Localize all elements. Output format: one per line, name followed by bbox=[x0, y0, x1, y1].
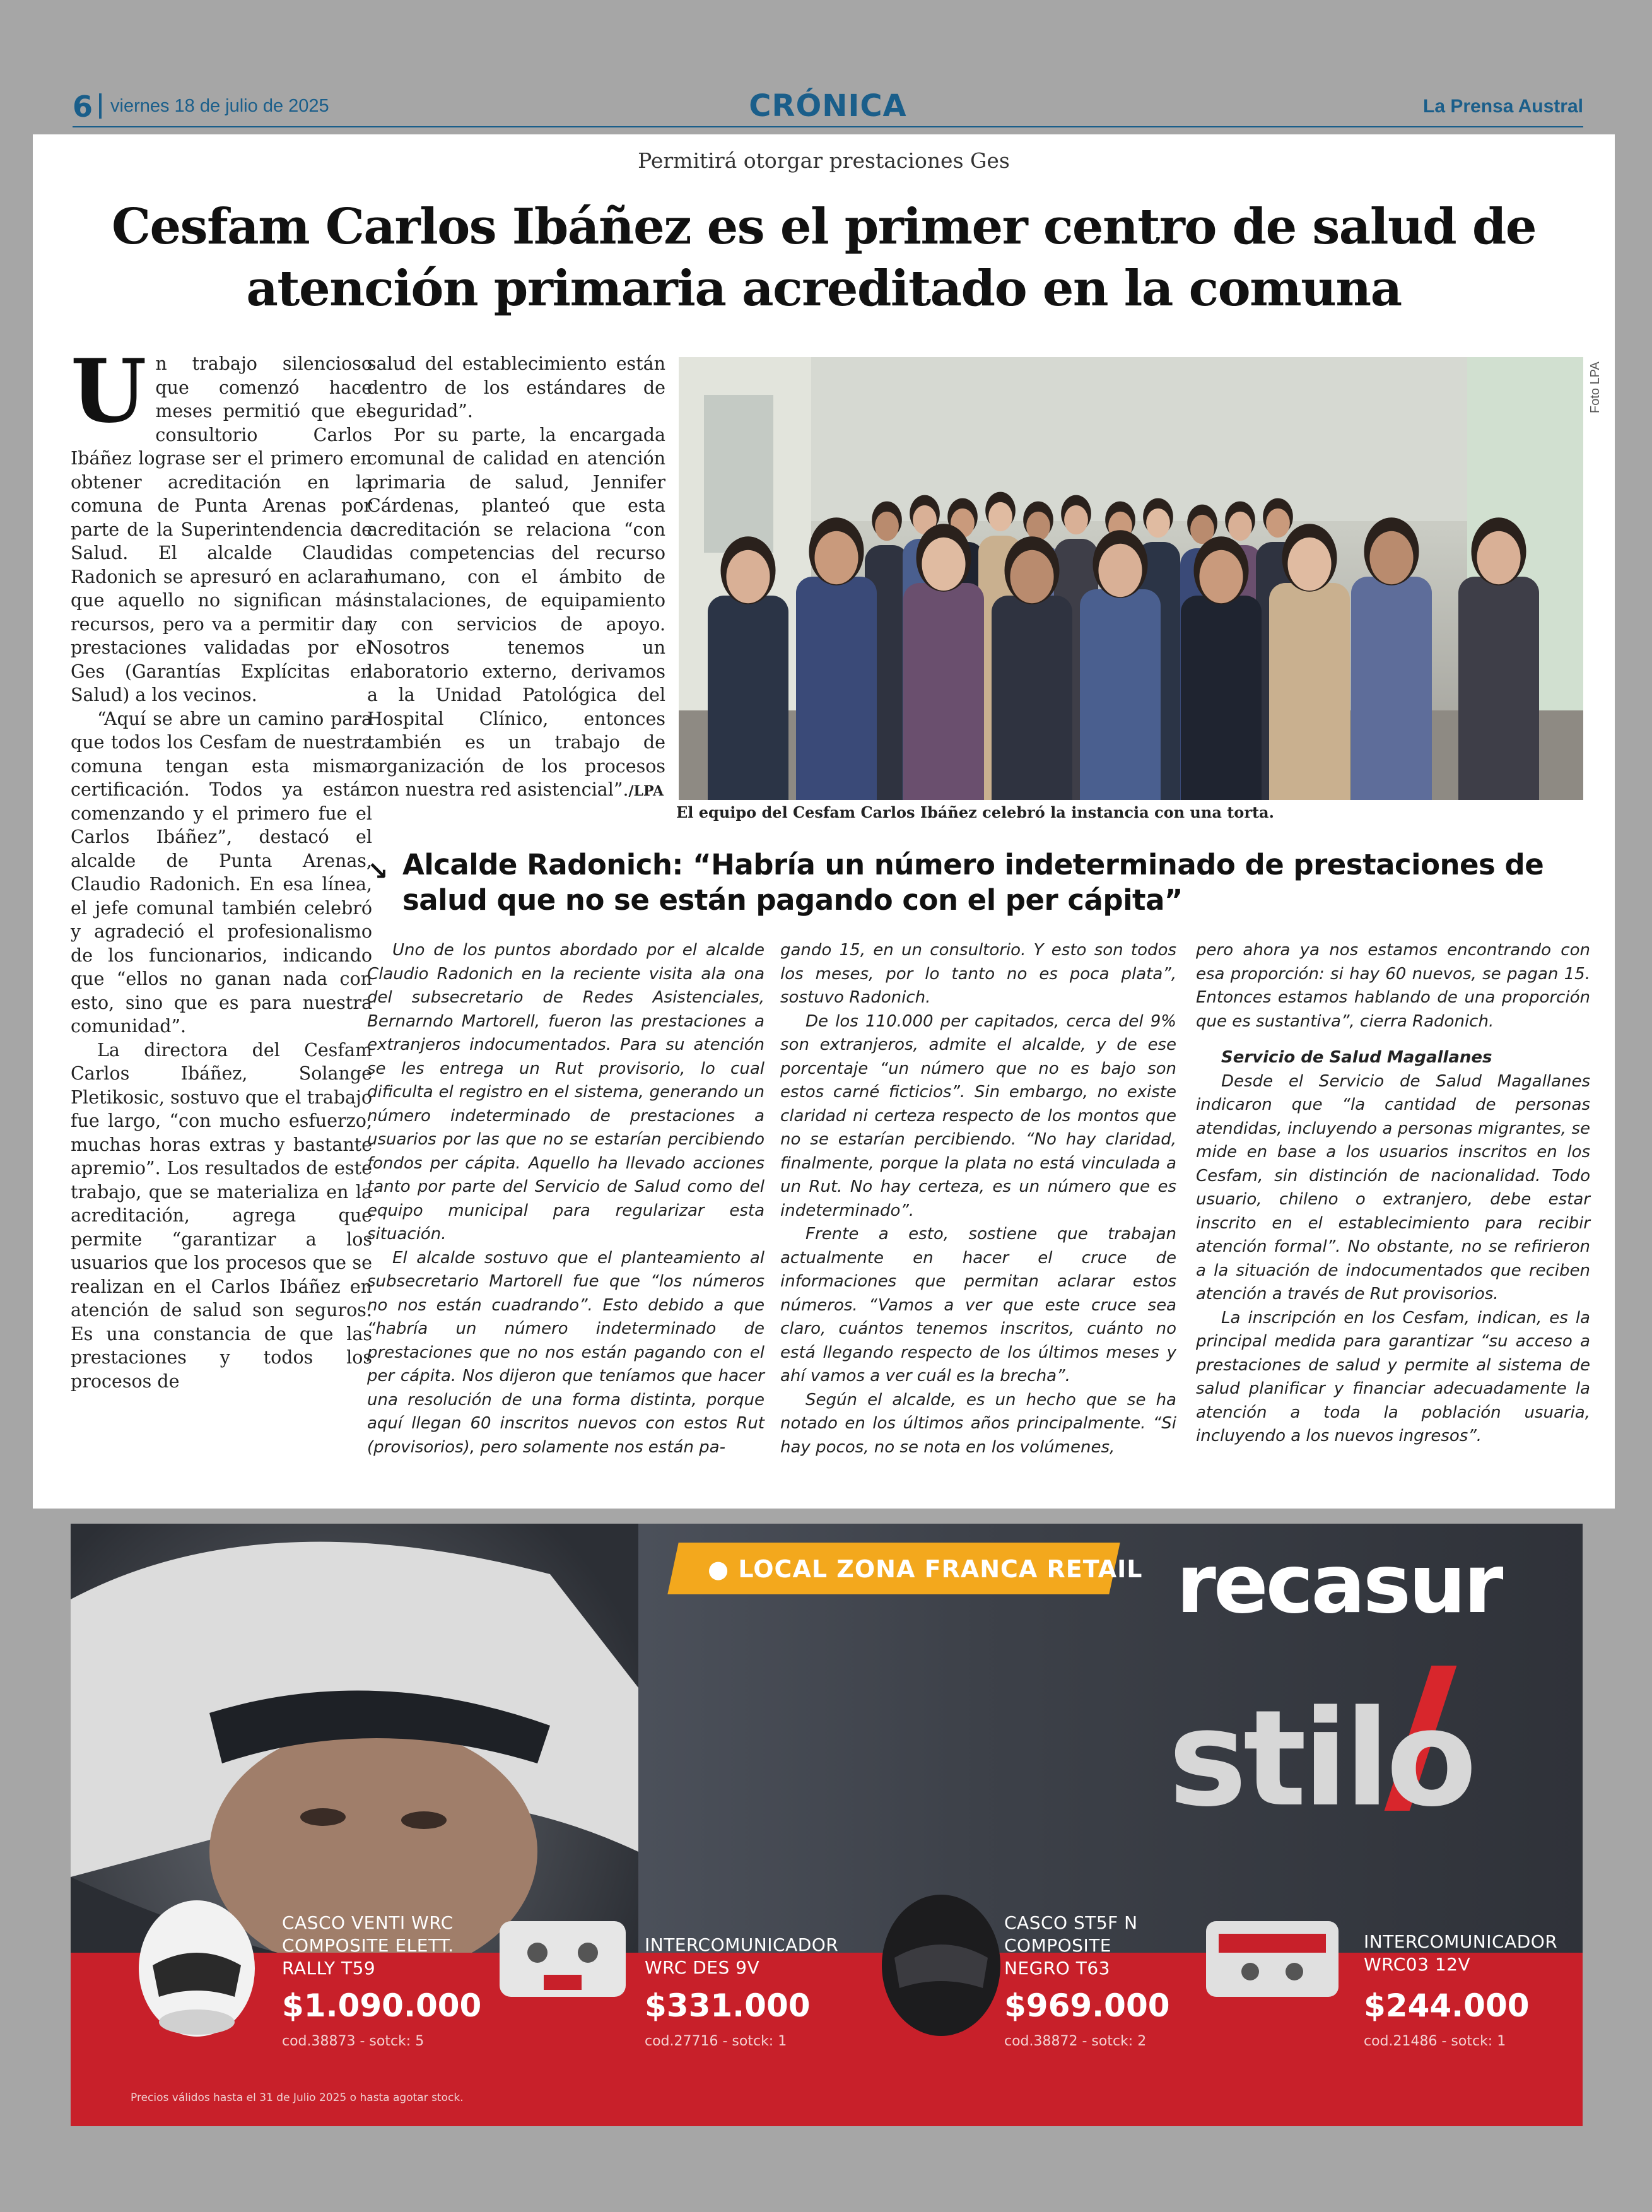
article-signature: /LPA bbox=[628, 783, 664, 799]
group-photo-illustration bbox=[679, 357, 1583, 800]
article-paragraph: “Aquí se abre un camino para que todos los Cesfam de nuestra comuna tengan esta misma certificación. Todos ya están comenzando y el primero fue el Carlos Ibáñez”, destacó el alcalde de Punta Arenas, Claudio Radonich. En esa línea, el jefe comunal también celebró y agradeció el profesionalismo de los funcionarios, indicando que “ellos no ganan nada con esto, sino que es para nuestra comunidad”. bbox=[71, 708, 372, 1037]
product-code: cod.27716 - sotck: 1 bbox=[645, 2033, 787, 2049]
location-pin-icon: ● bbox=[708, 1555, 739, 1583]
article-paragraph: Un trabajo silencioso que comenzó hace meses permitió que el consultorio Carlos Ibáñez lograse ser el primero en obtener acreditación en la comuna de Punta Arenas por parte de la Superintendencia de Salud. El alcalde Claudio Radonich se apresuró en aclarar que aquello no significan más recursos, pero va a permitir dar prestaciones validadas por el Ges (Garantías Explícitas en Salud) a los vecinos. bbox=[71, 339, 372, 705]
location-label: ● LOCAL ZONA FRANCA RETAIL bbox=[708, 1555, 1143, 1583]
box-column-3 bbox=[1196, 939, 1590, 1449]
product-name: CASCO ST5F N COMPOSITE NEGRO T63 bbox=[1004, 1912, 1138, 1979]
product-price: $1.090.000 bbox=[282, 1987, 482, 2024]
arrow-down-right-icon: ↘ bbox=[367, 857, 389, 886]
product-code: cod.21486 - sotck: 1 bbox=[1364, 2033, 1506, 2049]
product-name: INTERCOMUNICADOR WRC DES 9V bbox=[645, 1934, 839, 1978]
intercom-device-icon bbox=[493, 1909, 632, 2009]
product-price: $331.000 bbox=[645, 1987, 811, 2024]
page-date: viernes 18 de julio de 2025 bbox=[110, 96, 329, 116]
box-paragraph: La inscripción en los Cesfam, indican, es la principal medida para garantizar “su acceso a prestaciones de salud y permite al sistema de salud planificar y financiar adecuadamente la atención a toda la población usuaria, incluyendo a los nuevos ingresos”. bbox=[1196, 1308, 1590, 1445]
header-rule bbox=[73, 126, 1583, 127]
box-paragraph: Según el alcalde, es un hecho que se ha notado en los últimos años principalmente. “Si hay pocos, no se nota en los volúmenes, bbox=[780, 1390, 1176, 1457]
article-paragraph: La directora del Cesfam Carlos Ibáñez, Solange Pletikosic, sostuvo que el trabajo fue largo, “con mucho esfuerzo, muchas horas extras y bastante apremio”. Los resultados de este trabajo, que se materializa en la acreditación, agrega que permite “garantizar a los usuarios que los procesos que se realizan en el Carlos Ibáñez en atención de salud son seguros. Es una constancia de que las prestaciones y todos los procesos de bbox=[71, 1039, 372, 1392]
black-helmet-icon bbox=[878, 1890, 1004, 2041]
stilo-logo: stilo bbox=[1168, 1681, 1473, 1836]
article-paragraph: salud del establecimiento están dentro de los estándares de seguridad”. bbox=[367, 353, 665, 421]
box-paragraph: De los 110.000 per capitados, cerca del 9% son extranjeros, admite el alcalde, y de ese porcentaje “un número que no es bajo son estos carné ficticios”. Sin embargo, no existe claridad ni certeza respecto de los montos que no se estarían percibiendo. “No hay claridad, finalmente, porque la plata no está vinculada a un Rut. No hay certeza, es un número que es indeterminado”. bbox=[780, 1011, 1176, 1220]
box-paragraph: pero ahora ya nos estamos encontrando con esa proporción: si hay 60 nuevos, se pagan 15. Entonces estamos hablando de una proporción que es sustantiva”, cierra Radonich. bbox=[1196, 941, 1590, 1031]
box-paragraph: gando 15, en un consultorio. Y esto son todos los meses, por lo tanto no es poca plata”, sostuvo Radonich. bbox=[780, 941, 1176, 1007]
intercom-device-icon bbox=[1200, 1909, 1345, 2009]
drop-cap: U bbox=[71, 339, 147, 442]
advertisement[interactable] bbox=[71, 1524, 1583, 2126]
newspaper-name: La Prensa Austral bbox=[1423, 96, 1583, 117]
box-paragraph: Frente a esto, sostiene que trabajan actualmente en hacer el cruce de informaciones que permitan aclarar estos números. “Vamos a ver que este cruce sea claro, cuántos tenemos inscritos, cuánto no está llegando respecto de los últimos meses y ahí vamos a ver cuál es la brecha”. bbox=[780, 1225, 1176, 1385]
box-column-2 bbox=[780, 939, 1176, 1459]
product-price: $244.000 bbox=[1364, 1987, 1530, 2024]
product-name: CASCO VENTI WRC COMPOSITE ELETT. RALLY T59 bbox=[282, 1912, 454, 1979]
section-title: CRÓNICA bbox=[749, 88, 907, 124]
article-headline: Cesfam Carlos Ibáñez es el primer centro de salud de atención primaria acreditado en la comuna bbox=[111, 198, 1537, 317]
white-helmet-icon bbox=[134, 1896, 260, 2041]
photo-caption: El equipo del Cesfam Carlos Ibáñez celebró la instancia con una torta. bbox=[676, 803, 1274, 821]
box-paragraph: Desde el Servicio de Salud Magallanes indicaron que “la cantidad de personas atendidas, incluyendo a personas migrantes, se mide en base a los usuarios inscritos en los Cesfam, sin distinción de nacionalidad. Todo usuario, chileno o extranjero, debe estar inscrito en el establecimiento para recibir atención formal”. No obstante, no se refirieron a la situación de indocumentados que reciben atención a través de Rut provisorios. bbox=[1196, 1071, 1590, 1303]
price-validity-note: Precios válidos hasta el 31 de Julio 2025 o hasta agotar stock. bbox=[131, 2091, 464, 2104]
advertiser-brand: recasur bbox=[1176, 1538, 1501, 1632]
box-subheadline: Alcalde Radonich: “Habría un número indeterminado de prestaciones de salud que no se están pagando con el per cápita” bbox=[402, 848, 1544, 917]
page-header bbox=[73, 87, 1583, 126]
article-column-1 bbox=[71, 339, 372, 1488]
article-kicker: Permitirá otorgar prestaciones Ges bbox=[638, 148, 1010, 173]
article-paragraph: Por su parte, la encargada comunal de calidad en atención primaria de salud, Jennifer Cárdenas, planteó que esta acreditación se relaciona “con las competencias del recurso humano, con el ámbito de instalaciones, de equipamiento y con servicios de apoyo. Nosotros tenemos un laboratorio externo, derivamos a la Unidad Patológica del Hospital Clínico, entonces también es un trabajo de organización de los procesos con nuestra red asistencial”./LPA bbox=[367, 424, 665, 800]
product-code: cod.38873 - sotck: 5 bbox=[282, 2033, 425, 2049]
photo-credit: Foto LPA bbox=[1588, 362, 1602, 413]
page-number: 6 bbox=[73, 90, 93, 124]
box-column-1 bbox=[367, 939, 764, 1459]
article-column-2 bbox=[367, 352, 665, 804]
box-paragraph: El alcalde sostuvo que el planteamiento al subsecretario Martorell fue que “los números no nos están cuadrando”. Esto debido a que “habría un número indeterminado de prestaciones que no nos están pagando con el per cápita. Nos dijeron que teníamos que hacer una resolución de una forma distinta, porque aquí llegan 60 inscritos nuevos con estos Rut (provisorios), pero solamente nos están pa- bbox=[367, 1248, 764, 1457]
article-photo bbox=[679, 357, 1583, 800]
box-paragraph: Uno de los puntos abordado por el alcalde Claudio Radonich en la reciente visita ala ona del subsecretario de Redes Asistenciales, Bernarndo Martorell, fueron las prestaciones a extranjeros indocumentados. Para su atención se les entrega un Rut provisorio, lo cual dificulta el registro en el sistema, generando un número indeterminado de prestaciones a usuarios por las que no se estarían percibiendo fondos per cápita. Aquello ha llevado acciones tanto por parte del Servicio de Salud como del equipo municipal para regularizar esta situación. bbox=[367, 941, 764, 1244]
product-name: INTERCOMUNICADOR WRC03 12V bbox=[1364, 1931, 1558, 1975]
product-price: $969.000 bbox=[1004, 1987, 1170, 2024]
product-code: cod.38872 - sotck: 2 bbox=[1004, 2033, 1147, 2049]
box-section-heading: Servicio de Salud Magallanes bbox=[1221, 1048, 1492, 1067]
article bbox=[33, 134, 1615, 1509]
